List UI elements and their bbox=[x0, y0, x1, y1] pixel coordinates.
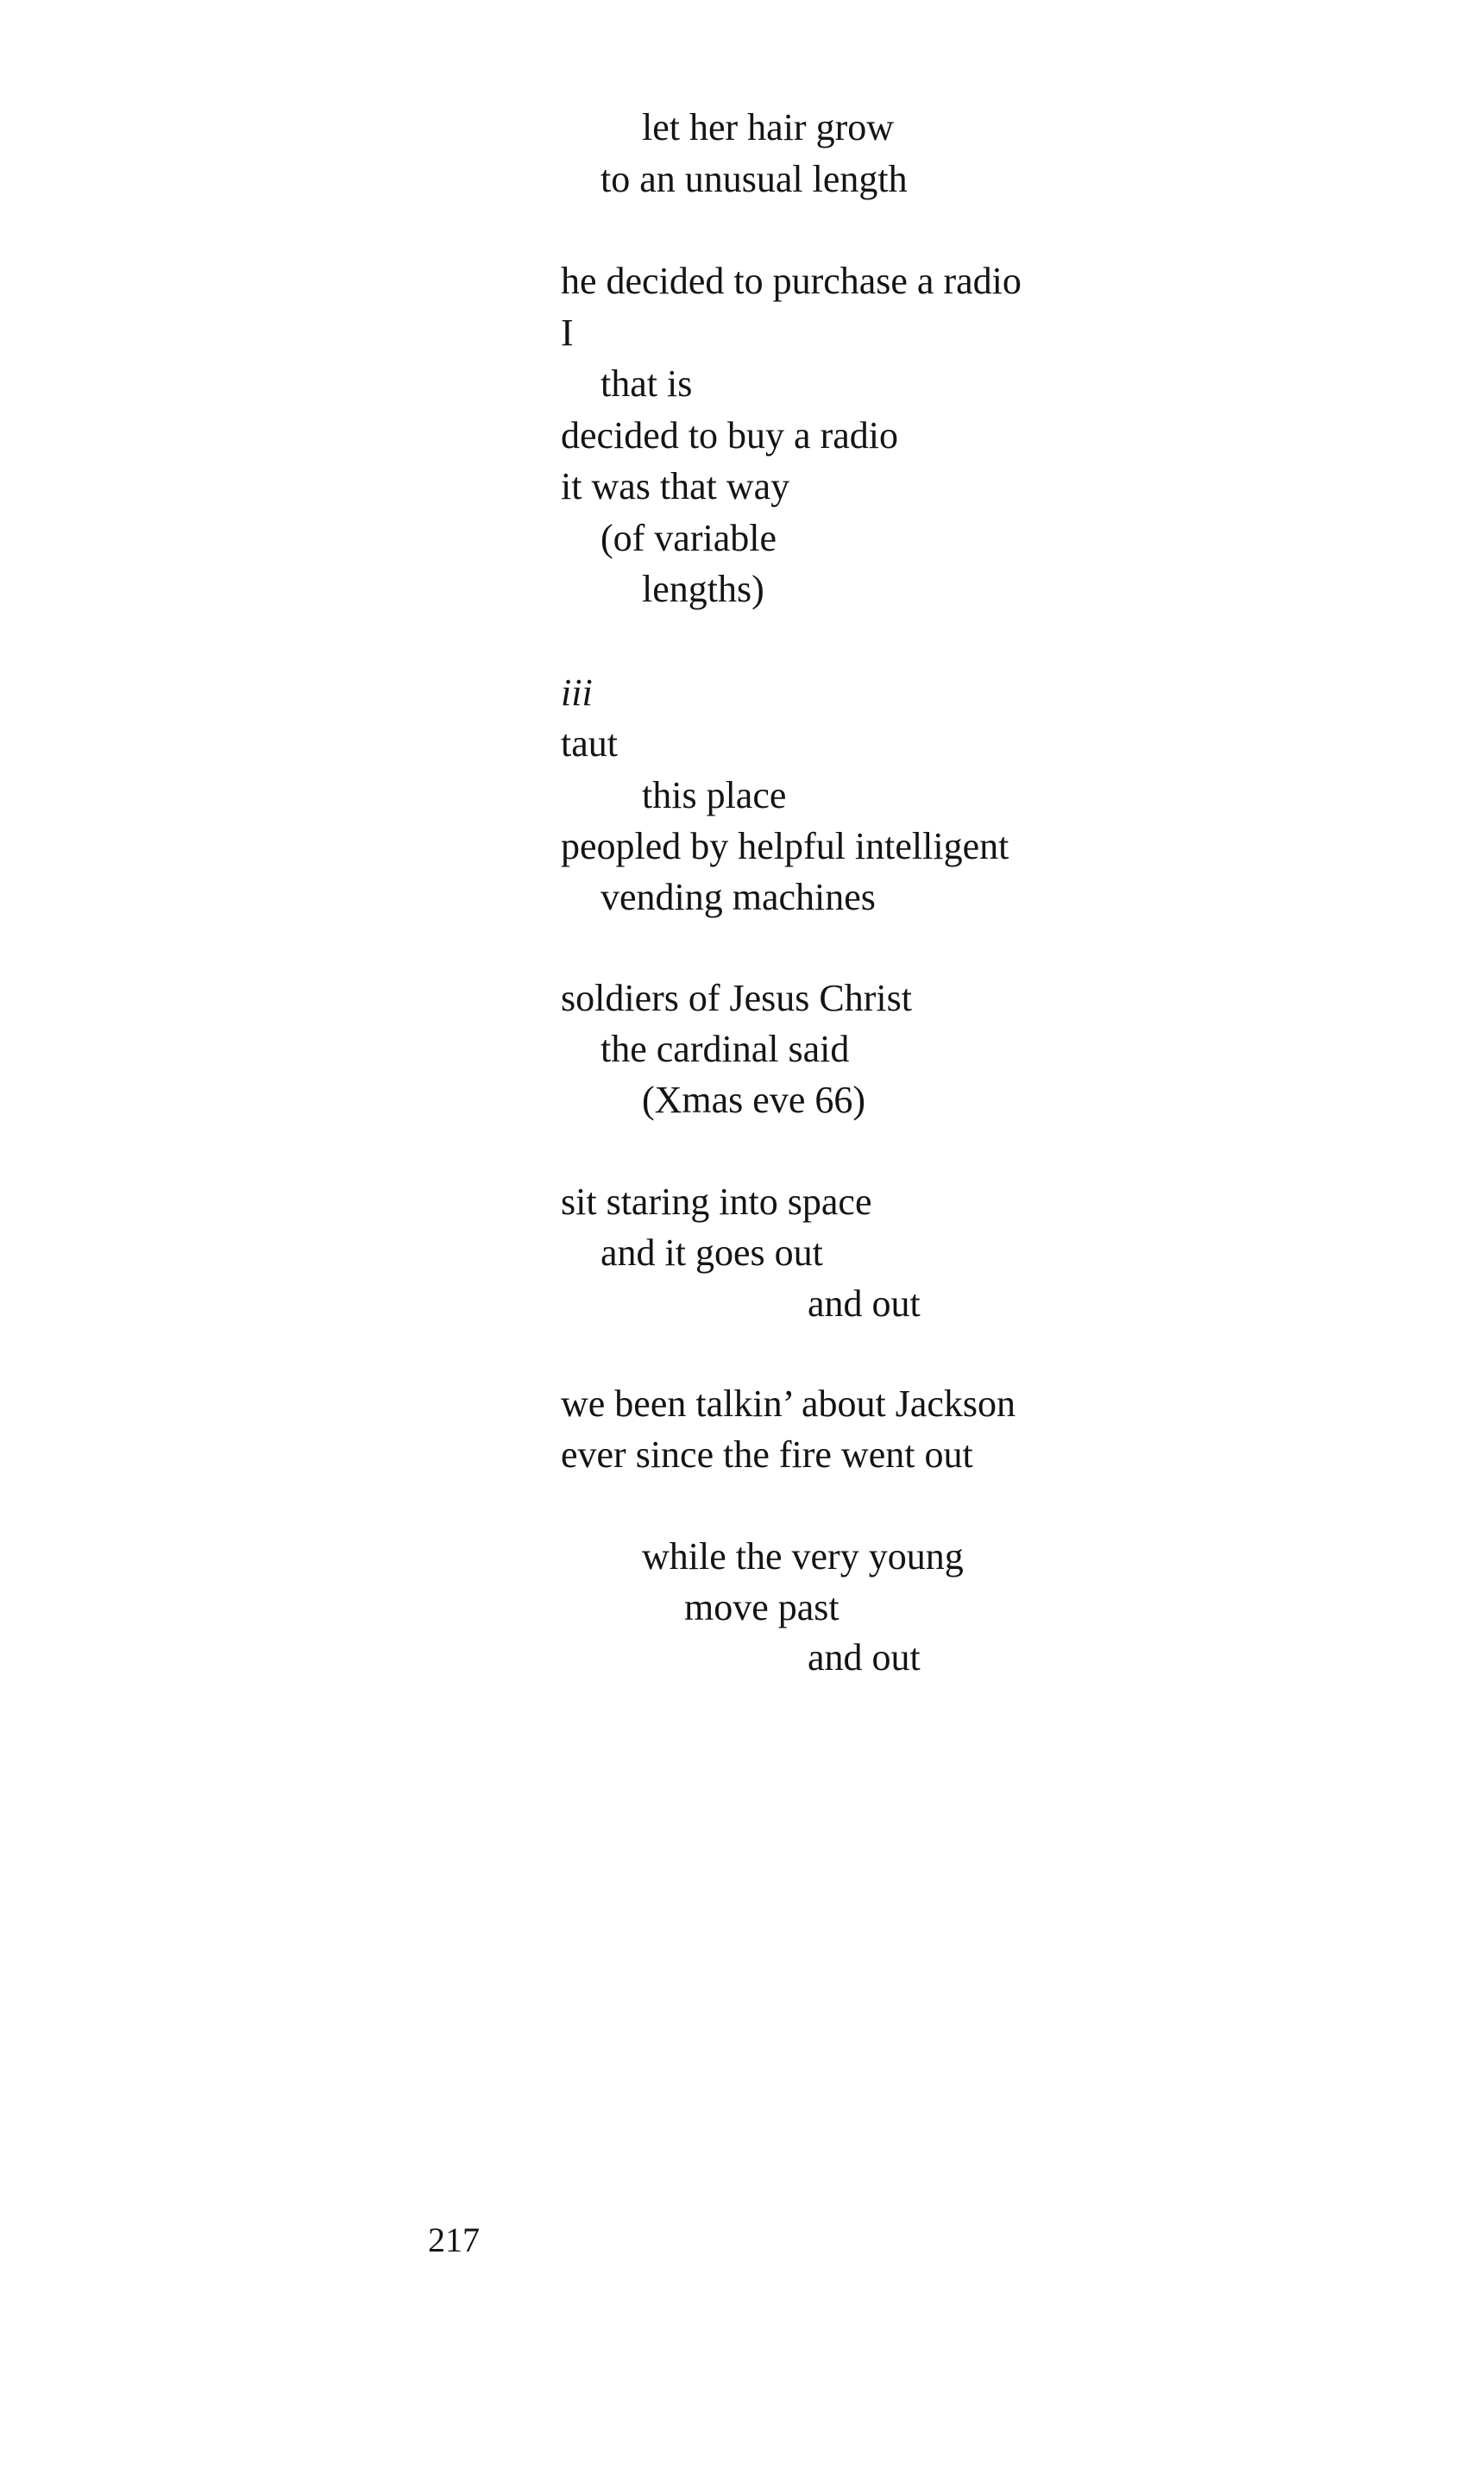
poem-line: (Xmas eve 66) bbox=[642, 1079, 866, 1121]
poem-line: and it goes out bbox=[601, 1231, 823, 1274]
poem-line: to an unusual length bbox=[601, 158, 908, 200]
poem-line: vending machines bbox=[601, 876, 876, 918]
poem-line: decided to buy a radio bbox=[561, 414, 898, 457]
poem-line: soldiers of Jesus Christ bbox=[561, 977, 912, 1019]
section-numeral: iii bbox=[561, 671, 593, 714]
poem-line: ever since the fire went out bbox=[561, 1433, 973, 1476]
poem-line: I bbox=[561, 312, 574, 354]
poem-line: he decided to purchase a radio bbox=[561, 260, 1022, 302]
poem-line: and out bbox=[808, 1282, 921, 1325]
poem-line: (of variable bbox=[601, 517, 777, 559]
poem-line: we been talkin’ about Jackson bbox=[561, 1383, 1016, 1425]
poem-line: and out bbox=[808, 1636, 921, 1679]
poem-line: move past bbox=[684, 1586, 839, 1628]
poem-line: sit staring into space bbox=[561, 1181, 872, 1223]
poem-line: let her hair grow bbox=[642, 106, 894, 148]
poem-line: peopled by helpful intelligent bbox=[561, 825, 1009, 867]
poem-line: while the very young bbox=[642, 1535, 964, 1578]
poem-line: that is bbox=[601, 362, 693, 405]
poem-line: this place bbox=[642, 774, 787, 816]
poem-line: lengths) bbox=[642, 568, 764, 610]
poem-line: the cardinal said bbox=[601, 1028, 850, 1070]
poem-line: taut bbox=[561, 722, 618, 765]
poem-line: it was that way bbox=[561, 465, 790, 507]
page-number: 217 bbox=[428, 2220, 480, 2259]
